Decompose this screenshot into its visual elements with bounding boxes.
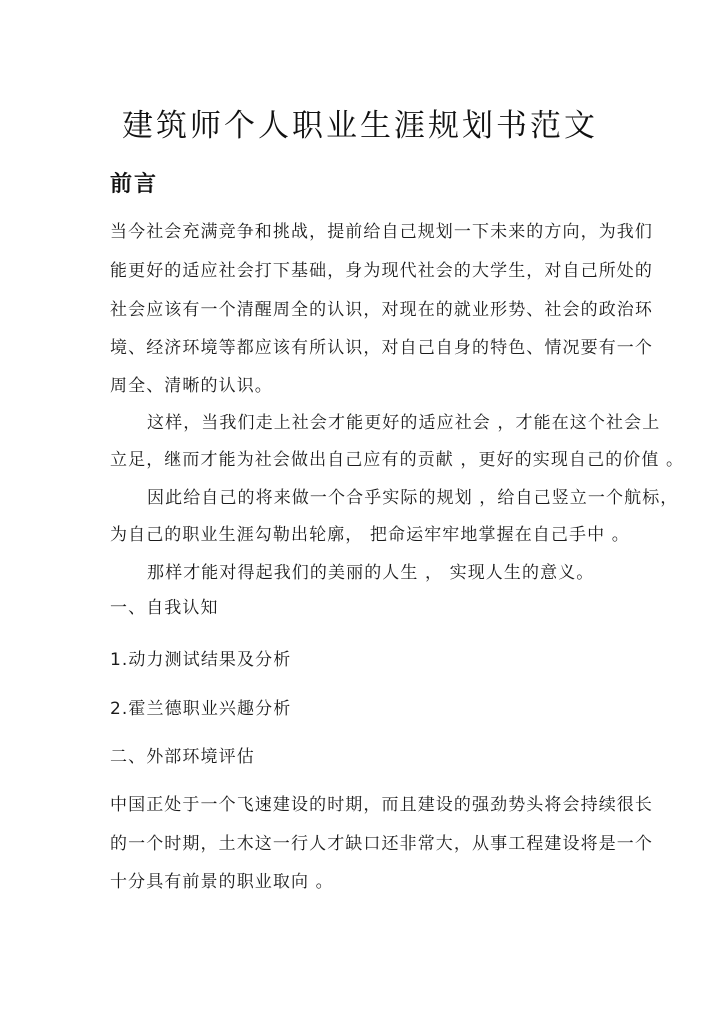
preface-line: 那样才能对得起我们的美丽的人生 ， 实现人生的意义。: [147, 563, 595, 583]
document-title: 建筑师个人职业生涯规划书范文: [122, 108, 598, 144]
preface-line: 为自己的职业生涯勾勒出轮廓， 把命运牢牢地掌握在自己手中 。: [110, 525, 630, 545]
section-heading-self-awareness: 一、自我认知: [110, 598, 219, 618]
preface-line: 因此给自己的将来做一个合乎实际的规划 ，给自己竖立一个航标，: [147, 488, 679, 508]
preface-line: 社会应该有一个清醒周全的认识，对现在的就业形势、社会的政治环: [110, 300, 653, 320]
body-line: 十分具有前景的职业取向 。: [110, 872, 334, 892]
body-line: 中国正处于一个飞速建设的时期，而且建设的强劲势头将会持续很长: [110, 795, 653, 815]
preface-line: 立足，继而才能为社会做出自己应有的贡献 ，更好的实现自己的价值 。: [110, 450, 685, 470]
body-line: 的一个时期，土木这一行人才缺口还非常大，从事工程建设将是一个: [110, 834, 653, 854]
preface-line: 能更好的适应社会打下基础，身为现代社会的大学生，对自己所处的: [110, 261, 653, 281]
preface-heading: 前言: [110, 171, 159, 197]
section-heading-external-environment: 二、外部环境评估: [110, 747, 255, 767]
section-item: 2.霍兰德职业兴趣分析: [110, 699, 292, 719]
section-item: 1.动力测试结果及分析: [110, 650, 292, 670]
preface-line: 这样，当我们走上社会才能更好的适应社会 ，才能在这个社会上: [147, 413, 661, 433]
preface-line: 周全、清晰的认识。: [110, 376, 273, 396]
preface-line: 境、经济环境等都应该有所认识，对自己自身的特色、情况要有一个: [110, 338, 653, 358]
preface-line: 当今社会充满竞争和挑战，提前给自己规划一下未来的方向，为我们: [110, 222, 653, 242]
